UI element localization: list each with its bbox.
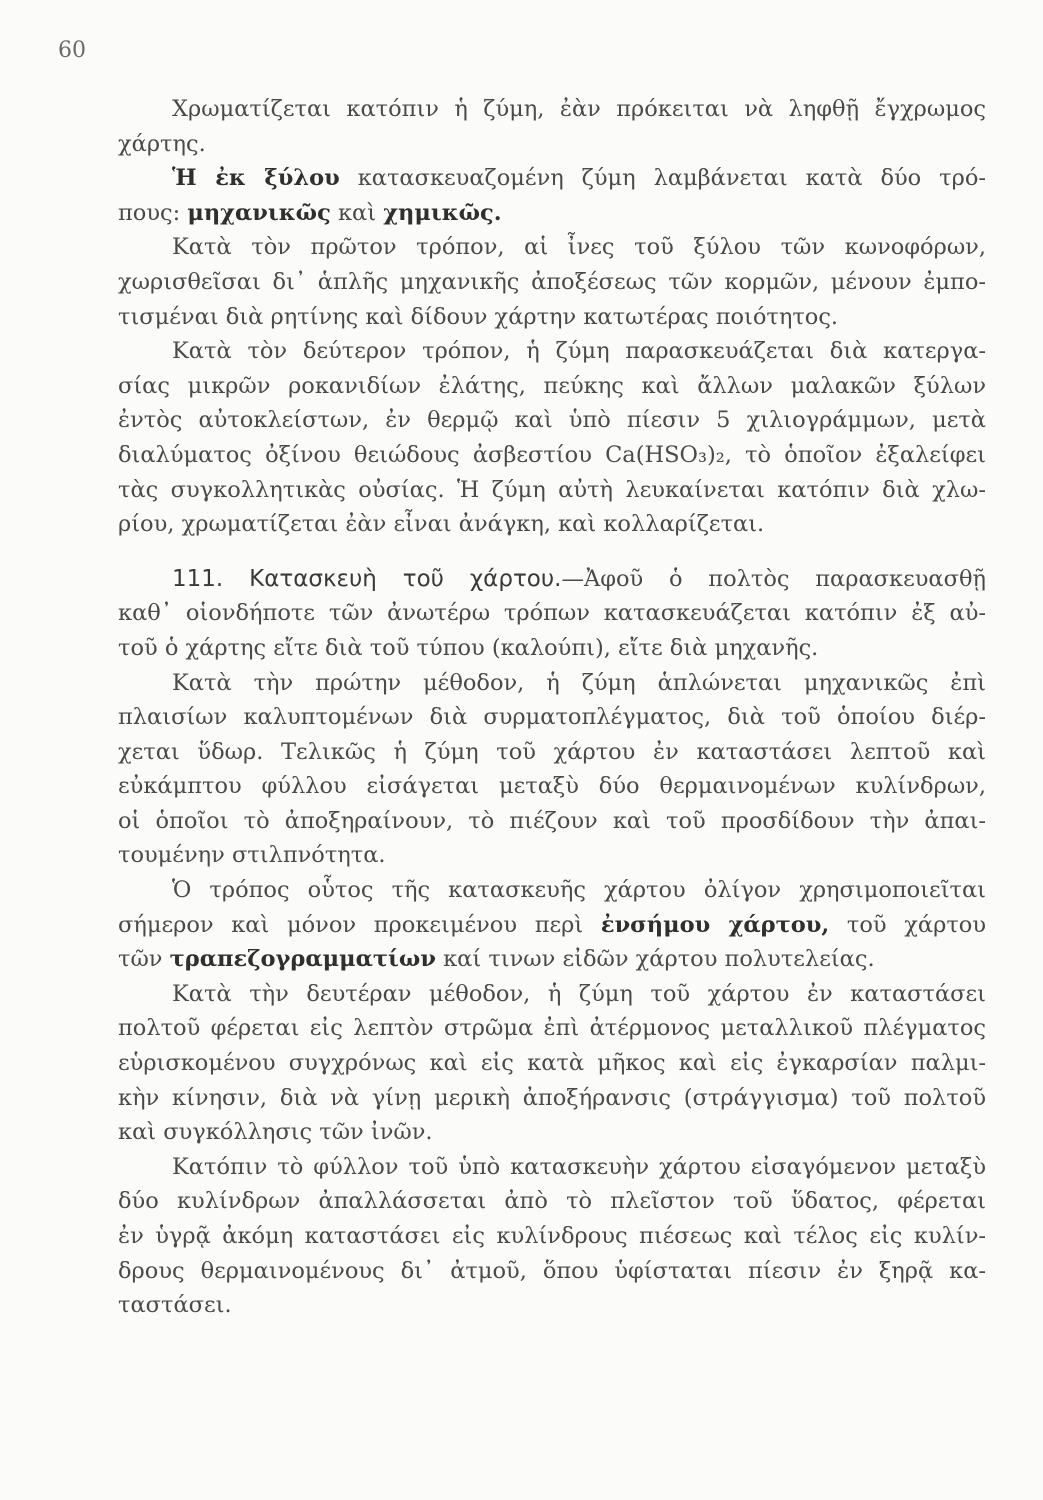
text-line bbox=[118, 196, 986, 231]
text-line: κὴν κίνησιν, διὰ νὰ γίνῃ μερικὴ ἀποξήρανσις (στράγγισμα) τοῦ πολτοῦ bbox=[118, 1084, 986, 1111]
term-stamped-paper: ἐνσήμου χάρτου, bbox=[600, 911, 830, 938]
text-line bbox=[118, 161, 986, 196]
text-line: καθ᾽ οἱονδήποτε τῶν ἀνωτέρω τρόπων κατασκευάζεται κατόπιν ἐξ αὐ- bbox=[118, 600, 986, 627]
text-line: Κατόπιν τὸ φύλλον τοῦ ὑπὸ κατασκευὴν χάρτου εἰσαγόμενον μεταξὺ bbox=[172, 1153, 986, 1180]
text-line: χωρισθεῖσαι δι᾽ ἁπλῆς μηχανικῆς ἀποξέσεως τῶν κορμῶν, μένουν ἐμπο- bbox=[118, 268, 986, 295]
text-segment: τῶν bbox=[118, 946, 170, 973]
text-line: χάρτης. bbox=[118, 130, 206, 157]
text-line: τισμέναι διὰ ρητίνης καὶ δίδουν χάρτην κατωτέρας ποιότητος. bbox=[118, 303, 839, 330]
text-segment: τοῦ χάρτου bbox=[829, 911, 987, 938]
page-number: 60 bbox=[58, 38, 86, 63]
text-line: ἐντὸς αὐτοκλείστων, ἐν θερμῷ καὶ ὑπὸ πίεσιν 5 χιλιογράμμων, μετὰ bbox=[118, 407, 986, 434]
text-line: Κατὰ τὸν πρῶτον τρόπον, αἱ ἶνες τοῦ ξύλου τῶν κωνοφόρων, bbox=[172, 234, 986, 261]
text-line: ἐν ὑγρᾷ ἀκόμη καταστάσει εἰς κυλίνδρους πιέσεως καὶ τέλος εἰς κυλίν- bbox=[118, 1223, 986, 1249]
text-line: χεται ὕδωρ. Τελικῶς ἡ ζύμη τοῦ χάρτου ἐν καταστάσει λεπτοῦ καὶ bbox=[118, 738, 986, 765]
section-heading-line bbox=[118, 562, 986, 597]
text-line: εὐκάμπτου φύλλου εἰσάγεται μεταξὺ δύο θερμαινομένων κυλίνδρων, bbox=[118, 773, 986, 800]
term-ek-xylou: Ἡ ἐκ ξύλου bbox=[172, 165, 340, 192]
text-line: οἱ ὁποῖοι τὸ ἀποξηραίνουν, τὸ πιέζουν καὶ τοῦ προσδίδουν τὴν ἀπαι- bbox=[118, 807, 986, 834]
body-text bbox=[118, 92, 986, 1323]
section-heading: 111. Κατασκευὴ τοῦ χάρτου. bbox=[172, 565, 562, 592]
term-mechanically: μηχανικῶς bbox=[187, 199, 331, 226]
text-line: σίας μικρῶν ροκανιδίων ἐλάτης, πεύκης καὶ ἄλλων μαλακῶν ξύλων bbox=[118, 372, 986, 399]
text-line: εὑρισκομένου συγχρόνως καὶ εἰς κατὰ μῆκος καὶ εἰς ἐγκαρσίαν παλμι- bbox=[118, 1050, 986, 1077]
text-line: καὶ συγκόλλησις τῶν ἰνῶν. bbox=[118, 1119, 433, 1146]
text-line: διαλύματος ὀξίνου θειώδους ἀσβεστίου Ca(HSO₃)₂, τὸ ὁποῖον ἐξαλείφει bbox=[118, 441, 986, 468]
text-line: Ὁ τρόπος οὗτος τῆς κατασκευῆς χάρτου ὀλίγον χρησιμοποιεῖται bbox=[172, 877, 986, 904]
text-line: δρους θερμαινομένους δι᾽ ἀτμοῦ, ὅπου ὑφίσταται πίεσιν ἐν ξηρᾷ κα- bbox=[118, 1257, 986, 1284]
text-segment: πους: bbox=[118, 199, 181, 226]
text-line: τὰς συγκολλητικὰς οὐσίας. Ἡ ζύμη αὐτὴ λευκαίνεται κατόπιν διὰ χλω- bbox=[118, 476, 986, 503]
term-chemically: χημικῶς. bbox=[383, 199, 502, 226]
text-line: Χρωματίζεται κατόπιν ἡ ζύμη, ἐὰν πρόκειται νὰ ληφθῇ ἔγχρωμος bbox=[172, 96, 986, 122]
text-line bbox=[118, 942, 986, 977]
text-segment: κατασκευαζομένη ζύμη λαμβάνεται κατὰ δύο τρό- bbox=[339, 165, 986, 192]
text-line: δύο κυλίνδρων ἀπαλλάσσεται ἀπὸ τὸ πλεῖστον τοῦ ὕδατος, φέρεται bbox=[118, 1188, 986, 1215]
text-segment: καί τινων εἰδῶν χάρτου πολυτελείας. bbox=[435, 946, 875, 973]
text-line: Κατὰ τὸν δεύτερον τρόπον, ἡ ζύμη παρασκευάζεται διὰ κατεργα- bbox=[172, 338, 986, 365]
text-line: τοῦ ὁ χάρτης εἴτε διὰ τοῦ τύπου (καλούπι), εἴτε διὰ μηχανῆς. bbox=[118, 634, 819, 661]
text-line: τουμένην στιλπνότητα. bbox=[118, 842, 386, 869]
text-line: ταστάσει. bbox=[118, 1292, 232, 1319]
text-segment: καὶ bbox=[330, 199, 384, 226]
text-line: πλαισίων καλυπτομένων διὰ συρματοπλέγματος, διὰ τοῦ ὁποίου διέρ- bbox=[118, 704, 986, 731]
text-line: Κατὰ τὴν δευτέραν μέθοδον, ἡ ζύμη τοῦ χάρτου ἐν καταστάσει bbox=[172, 980, 986, 1007]
text-segment: σήμερον καὶ μόνον προκειμένου περὶ bbox=[118, 911, 601, 938]
text-line: ρίου, χρωματίζεται ἐὰν εἶναι ἀνάγκη, καὶ κολλαρίζεται. bbox=[118, 511, 765, 538]
text-segment: —Ἀφοῦ ὁ πολτὸς παρασκευασθῇ bbox=[561, 565, 986, 592]
text-line: Κατὰ τὴν πρώτην μέθοδον, ἡ ζύμη ἁπλώνεται μηχανικῶς ἐπὶ bbox=[172, 669, 986, 696]
text-line: πολτοῦ φέρεται εἰς λεπτὸν στρῶμα ἐπὶ ἀτέρμονος μεταλλικοῦ πλέγματος bbox=[118, 1015, 986, 1042]
text-line bbox=[118, 908, 986, 943]
term-banknotes: τραπεζογραμματίων bbox=[169, 946, 436, 973]
